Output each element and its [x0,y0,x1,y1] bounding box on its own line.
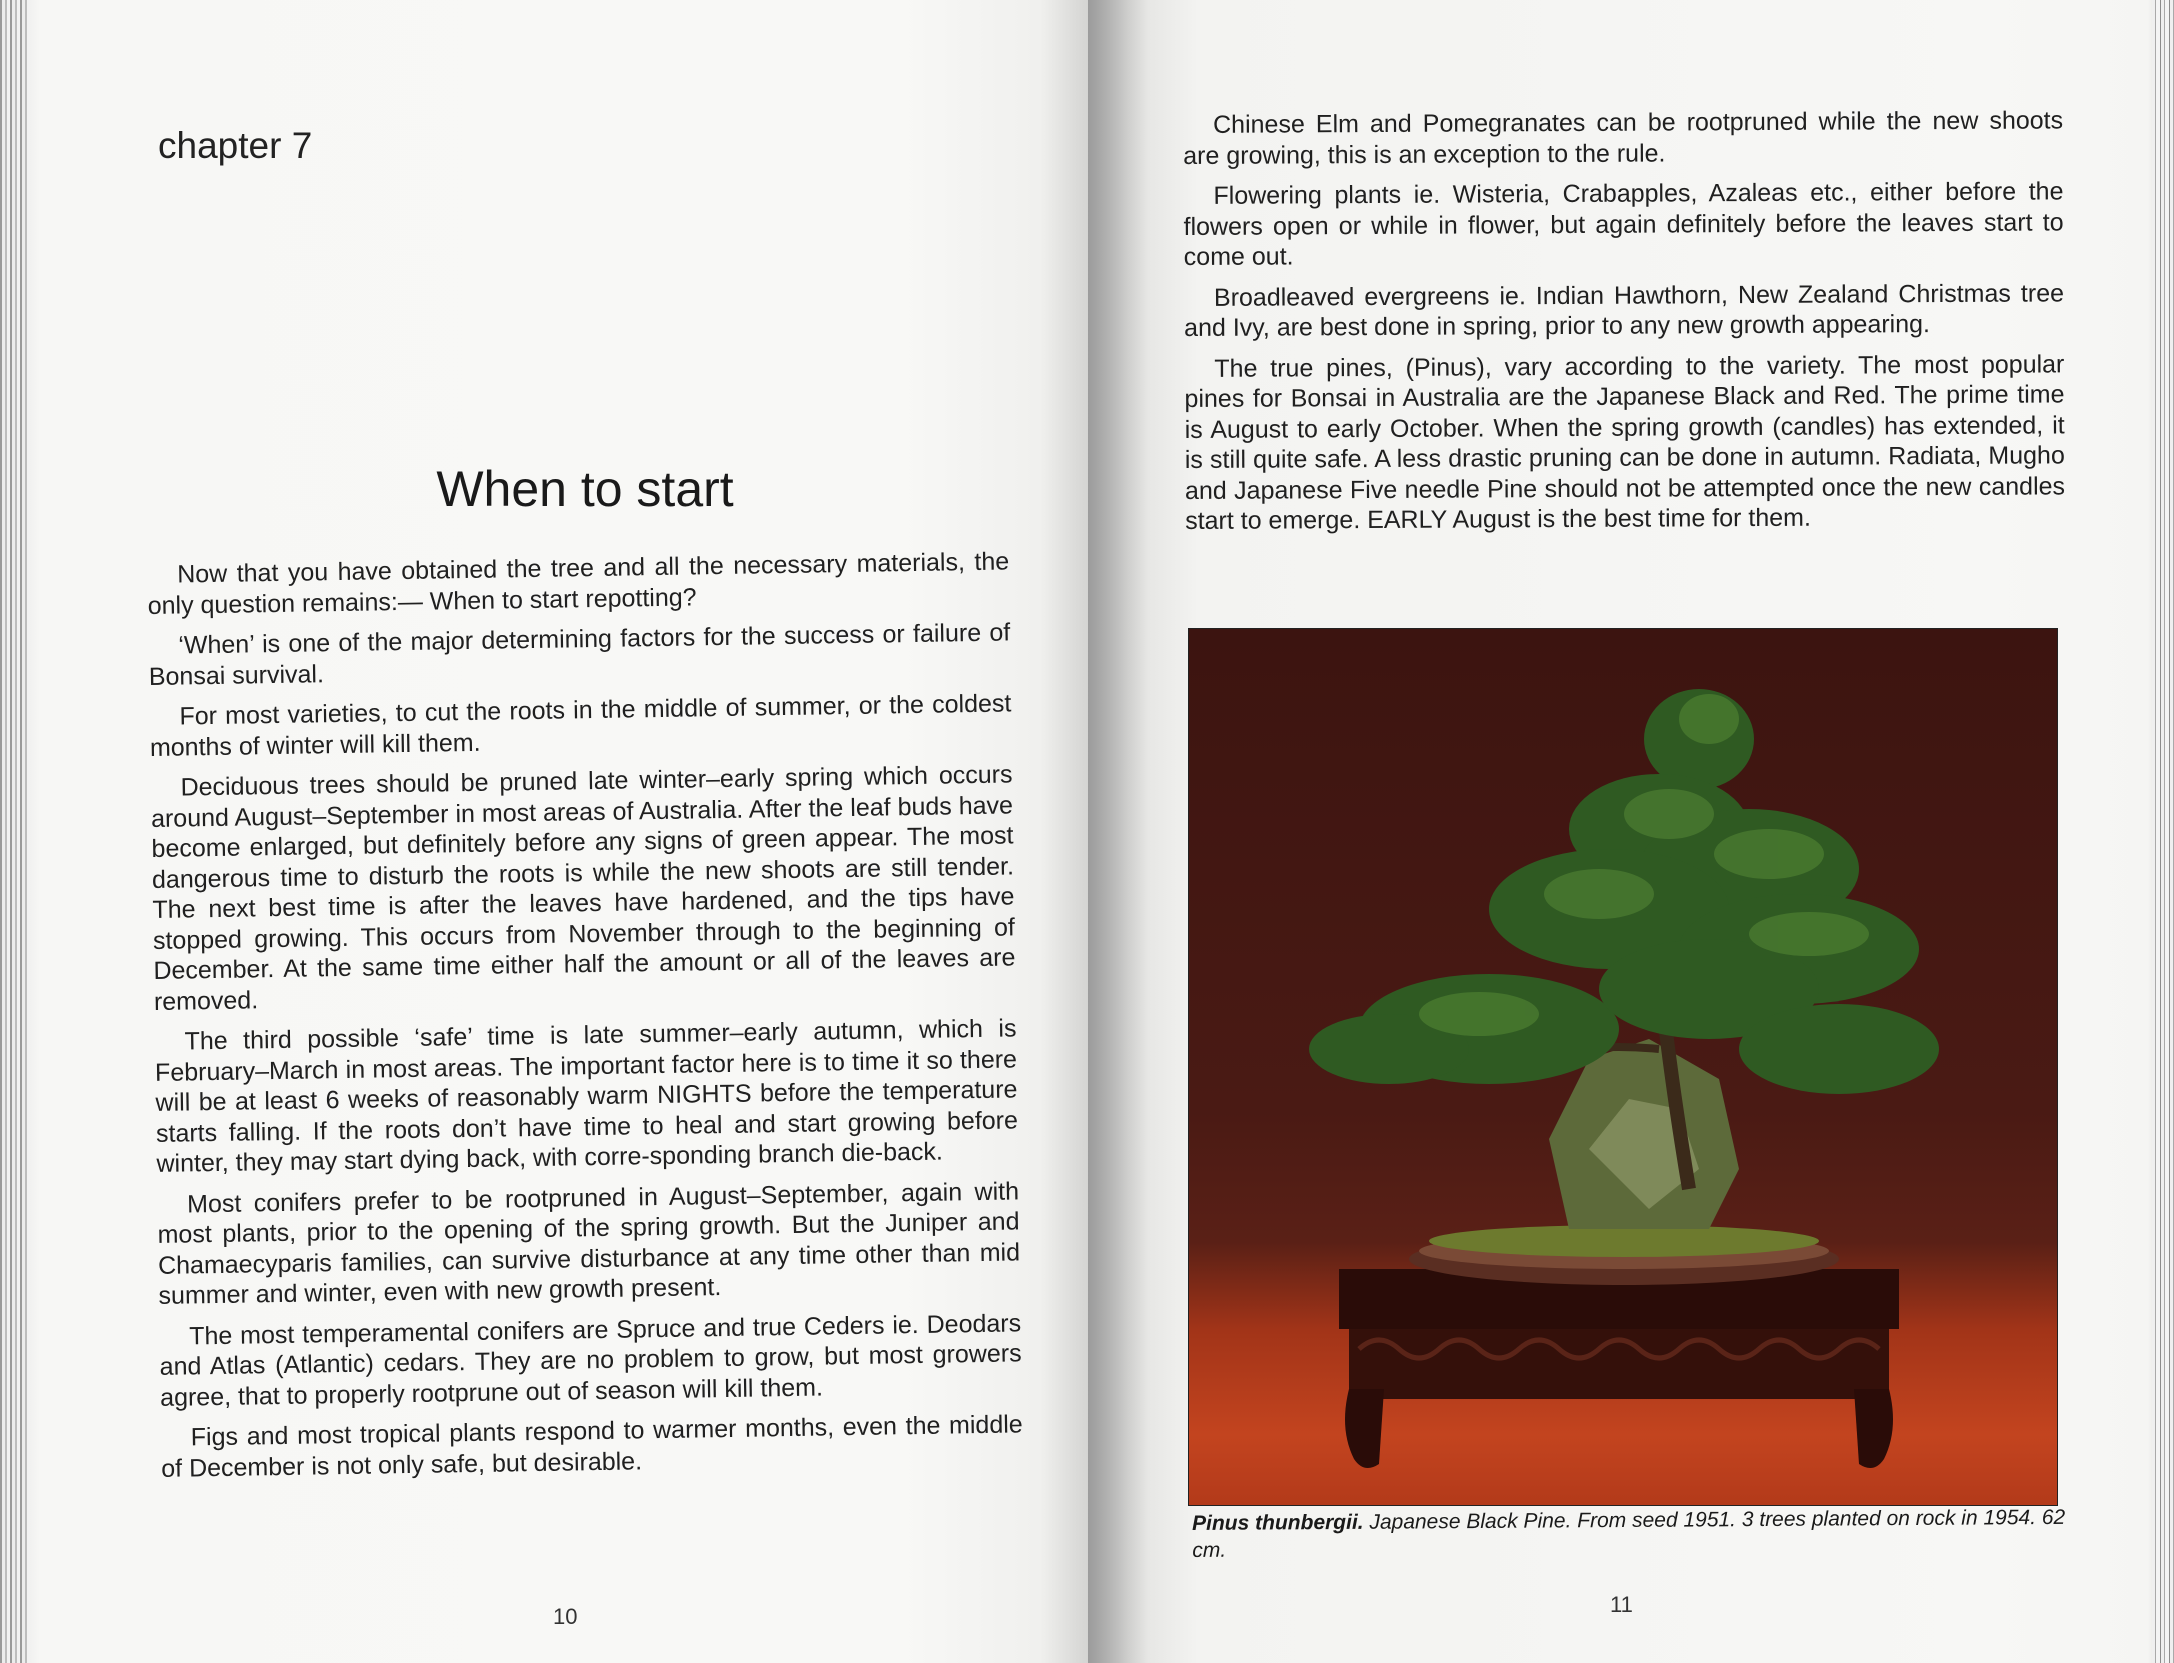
paragraph: Flowering plants ie. Wisteria, Crabapples, Azaleas etc., either before the flowers open or while in flower, but again definitely before the leaves start to come out. [1183,177,2064,271]
page-edge-right [2152,0,2174,1663]
gutter-shadow [1088,0,1148,1663]
paragraph: Broadleaved evergreens ie. Indian Hawthorn, New Zealand Christmas tree and Ivy, are best done in spring, prior to any new growth appearing. [1184,278,2065,342]
paragraph: Deciduous trees should be pruned late winter–early spring which occurs around August–September in most areas of Australia. After the leaf buds have become enlarged, but definitely before any signs of green appear. The most dangerous time to disturb the roots is while the new shoots are still tender. The next best time is after the leaves have hardened, and the tips have stopped growing. This occurs from November through to the beginning of December. At the same time either half the amount or all of the leaves are removed. [150,760,1016,1016]
page-edge-left [0,0,30,1663]
paragraph: Figs and most tropical plants respond to warmer months, even the middle of December is not only safe, but desirable. [161,1410,1023,1483]
caption-species: Pinus thunbergii. [1192,1510,1364,1535]
paragraph: Chinese Elm and Pomegranates can be rootpruned while the new shoots are growing, this is an exception to the rule. [1183,106,2064,170]
paragraph: ‘When’ is one of the major determining factors for the success or failure of Bonsai survival. [148,618,1011,691]
paragraph: The most temperamental conifers are Spruce and true Ceders ie. Deodars and Atlas (Atlantic) cedars. They are no problem to grow, but most growers agree, that to properly rootprune out of season will kill them. [159,1308,1022,1412]
page-number-right: 11 [1610,1592,1633,1617]
paragraph: The third possible ‘safe’ time is late summer–early autumn, which is February–March in most areas. The important factor here is to time it so there will be at least 6 weeks of reasonably warm NIGHTS before the temperature starts falling. If the roots don’t have time to heal and start growing before winter, they may start dying back, with corre-sponding branch die-back. [154,1014,1019,1178]
page-number-left: 10 [553,1604,578,1629]
paragraph: The true pines, (Pinus), vary according to the variety. The most popular pines for Bonsai in Australia are the Japanese Black and Red. The prime time is August to early October. When the spring growth (candles) has extended, it is still quite safe. A less drastic pruning can be done in autumn. Radiata, Mugho and Japanese Five needle Pine should not be attempted once the new candles start to emerge. EARLY August is the best time for them. [1184,349,2066,535]
bonsai-illustration [1189,629,2057,1505]
chapter-title: When to start [436,461,734,517]
bonsai-photo [1188,628,2058,1506]
right-text-column [1183,105,2065,546]
paragraph: Now that you have obtained the tree and all the necessary materials, the only question remains:— When to start repotting? [147,547,1010,620]
paragraph: Most conifers prefer to be rootpruned in August–September, again with most plants, prior to the opening of the spring growth. But the Juniper and Chamaecyparis families, can survive disturbance at any time other than mid summer and winter, even with new growth present. [157,1176,1021,1310]
stand-leg [1345,1389,1384,1468]
caption-description: Japanese Black Pine. From seed 1951. 3 trees planted on rock in 1954. 62 cm. [1192,1505,2066,1562]
paragraph: For most varieties, to cut the roots in the middle of summer, or the coldest months of winter will kill them. [149,689,1012,762]
stand-leg [1854,1389,1893,1468]
right-page [1088,0,2174,1663]
chapter-label: chapter 7 [158,125,313,166]
photo-caption [1192,1504,2072,1564]
left-text-column [147,546,1024,1493]
moss [1429,1225,1819,1257]
